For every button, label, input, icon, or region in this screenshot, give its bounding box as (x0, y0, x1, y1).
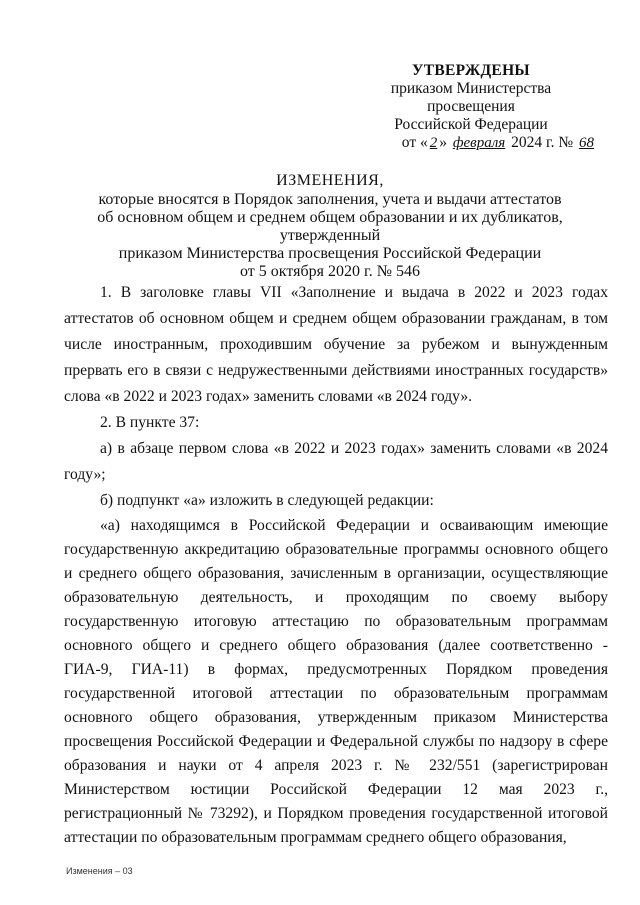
order-number: 68 (579, 135, 594, 151)
paragraph-2: 2. В пункте 37: (100, 414, 200, 431)
approval-line-1: приказом Министерства просвещения (390, 80, 552, 115)
date-prefix: от « (401, 134, 428, 151)
approval-heading: УТВЕРЖДЕНЫ (412, 62, 530, 79)
title-line-4: от 5 октября 2020 г. № 546 (239, 263, 420, 280)
title-line-2: об основном общем и среднем общем образовании и их дубликатов, утвержденный (97, 209, 563, 244)
date-day: 2 (429, 135, 438, 151)
footer-label: Изменения – 03 (66, 866, 133, 876)
date-month: февраля (452, 135, 506, 151)
approval-line-2: Российской Федерации (394, 116, 548, 133)
title-main: ИЗМЕНЕНИЯ, (276, 172, 384, 189)
paragraph-4: б) подпункт «а» изложить в следующей редакции: (100, 492, 434, 509)
document-body (64, 280, 608, 850)
title-line-3: приказом Министерства просвещения Российской Федерации (118, 245, 542, 262)
paragraph-5: «а) находящимся в Российской Федерации и осваивающим имеющие государственную аккредитацию образовательные программы основного общего и среднего общего образования, зачисленным в организации, осуществляющие образовательную деятельность, и проходящим по своему выбору государственную итоговую аттестацию по образовательным программам основного общего и среднего общего образования (далее соответственно - ГИА-9, ГИА-11) в формах, предусмотренных Порядком проведения государственной итоговой аттестации по образовательным программам основного общего образования, утвержденным приказом Министерства просвещения Российской Федерации и Федеральной службы по надзору в сфере образования и науки от 4 апреля 2023 г. № 232/551 (зарегистрирован Министерством юстиции Российской Федерации 12 мая 2023 г., регистрационный № 73292), и Порядком проведения государственной итоговой аттестации по образовательным программам среднего общего образования, (64, 517, 608, 846)
date-year: 2024 г. № (511, 134, 574, 151)
title-line-1: которые вносятся в Порядок заполнения, учета и выдачи аттестатов (98, 191, 562, 208)
approval-date (346, 134, 596, 152)
paragraph-3: а) в абзаце первом слова «в 2022 и 2023 годах» заменить словами «в 2024 году»; (64, 440, 608, 483)
approval-stamp (346, 62, 596, 152)
document-title (60, 172, 600, 281)
paragraph-1: 1. В заголовке главы VII «Заполнение и выдача в 2022 и 2023 годах аттестатов об основном общем и среднем общем образовании гражданам, в том числе иностранным, проходившим обучение за рубежом и вынужденным прервать его в связи с недружественными действиями иностранных государств» слова «в 2022 и 2023 годах» заменить словами «в 2024 году». (64, 284, 608, 405)
date-mid: » (439, 134, 447, 151)
